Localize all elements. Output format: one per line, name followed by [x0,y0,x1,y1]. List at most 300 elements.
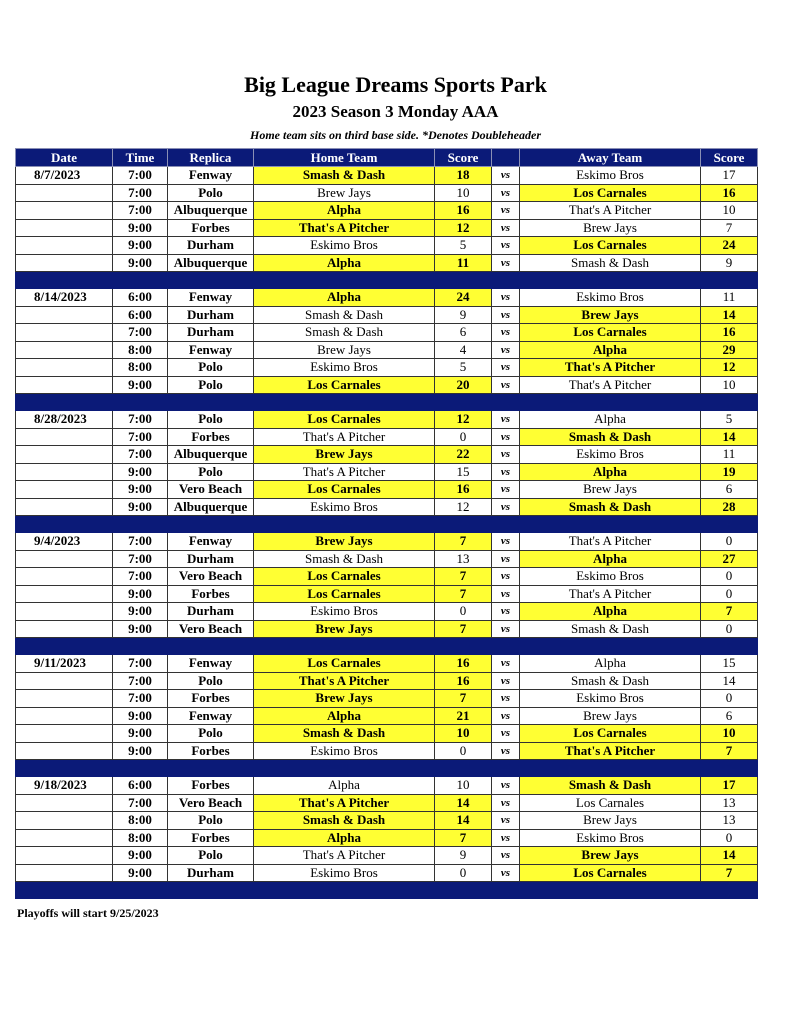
home-team-cell: Smash & Dash [254,324,435,342]
home-score-cell: 16 [435,202,492,220]
date-cell [16,829,113,847]
away-team-cell: Alpha [520,603,701,621]
table-row [16,690,758,708]
vs-cell: vs [492,794,520,812]
field-cell: Albuquerque [168,202,254,220]
time-cell: 7:00 [113,568,168,586]
home-team-cell: Smash & Dash [254,306,435,324]
home-score-cell: 7 [435,829,492,847]
away-team-cell: That's A Pitcher [520,533,701,551]
home-team-cell: Smash & Dash [254,725,435,743]
time-cell: 7:00 [113,411,168,429]
home-score-cell: 10 [435,184,492,202]
home-team-cell: That's A Pitcher [254,794,435,812]
away-team-cell: Alpha [520,550,701,568]
home-team-cell: Alpha [254,254,435,272]
table-row [16,725,758,743]
date-cell [16,498,113,516]
away-score-cell: 11 [701,446,758,464]
away-team-cell: Smash & Dash [520,428,701,446]
vs-cell: vs [492,237,520,255]
vs-cell: vs [492,690,520,708]
away-team-cell: Los Carnales [520,324,701,342]
field-cell: Polo [168,359,254,377]
date-cell [16,359,113,377]
away-team-cell: Los Carnales [520,864,701,882]
time-cell: 7:00 [113,184,168,202]
table-row [16,411,758,429]
date-cell [16,812,113,830]
away-score-cell: 10 [701,376,758,394]
time-cell: 9:00 [113,742,168,760]
time-cell: 9:00 [113,219,168,237]
col-header-replica: Replica [168,149,254,167]
away-team-cell: Brew Jays [520,707,701,725]
vs-cell: vs [492,672,520,690]
away-score-cell: 17 [701,777,758,795]
vs-cell: vs [492,481,520,499]
home-score-cell: 16 [435,481,492,499]
home-score-cell: 9 [435,847,492,865]
field-cell: Durham [168,324,254,342]
home-team-cell: Eskimo Bros [254,864,435,882]
table-row [16,481,758,499]
away-team-cell: Los Carnales [520,237,701,255]
away-score-cell: 14 [701,847,758,865]
table-row [16,167,758,185]
header-row [16,149,758,167]
away-score-cell: 14 [701,428,758,446]
vs-cell: vs [492,289,520,307]
home-team-cell: That's A Pitcher [254,672,435,690]
date-cell: 8/14/2023 [16,289,113,307]
vs-cell: vs [492,533,520,551]
vs-cell: vs [492,707,520,725]
time-cell: 9:00 [113,254,168,272]
time-cell: 7:00 [113,690,168,708]
field-cell: Fenway [168,655,254,673]
week-separator [16,272,758,289]
time-cell: 9:00 [113,481,168,499]
table-row [16,794,758,812]
home-score-cell: 15 [435,463,492,481]
away-score-cell: 5 [701,411,758,429]
away-team-cell: Brew Jays [520,847,701,865]
time-cell: 7:00 [113,672,168,690]
field-cell: Polo [168,184,254,202]
away-team-cell: That's A Pitcher [520,376,701,394]
date-cell [16,568,113,586]
home-score-cell: 22 [435,446,492,464]
week-separator [16,882,758,899]
time-cell: 8:00 [113,812,168,830]
table-row [16,219,758,237]
away-score-cell: 0 [701,829,758,847]
away-team-cell: Los Carnales [520,184,701,202]
field-cell: Polo [168,812,254,830]
time-cell: 7:00 [113,202,168,220]
vs-cell: vs [492,655,520,673]
home-team-cell: Los Carnales [254,376,435,394]
home-team-cell: Alpha [254,202,435,220]
home-team-cell: Los Carnales [254,481,435,499]
away-score-cell: 29 [701,341,758,359]
away-team-cell: That's A Pitcher [520,585,701,603]
home-team-cell: Eskimo Bros [254,237,435,255]
field-cell: Forbes [168,585,254,603]
table-row [16,585,758,603]
away-score-cell: 7 [701,219,758,237]
time-cell: 8:00 [113,341,168,359]
vs-cell: vs [492,550,520,568]
table-row [16,777,758,795]
time-cell: 9:00 [113,603,168,621]
home-team-cell: Brew Jays [254,184,435,202]
home-score-cell: 11 [435,254,492,272]
vs-cell: vs [492,359,520,377]
date-cell [16,202,113,220]
away-score-cell: 0 [701,620,758,638]
table-row [16,829,758,847]
away-score-cell: 16 [701,184,758,202]
time-cell: 7:00 [113,324,168,342]
home-team-cell: Brew Jays [254,533,435,551]
field-cell: Durham [168,864,254,882]
field-cell: Fenway [168,707,254,725]
away-score-cell: 7 [701,742,758,760]
week-separator [16,516,758,533]
away-team-cell: That's A Pitcher [520,742,701,760]
vs-cell: vs [492,254,520,272]
away-score-cell: 10 [701,202,758,220]
field-cell: Fenway [168,167,254,185]
vs-cell: vs [492,184,520,202]
away-score-cell: 19 [701,463,758,481]
vs-cell: vs [492,864,520,882]
field-cell: Polo [168,847,254,865]
away-score-cell: 7 [701,603,758,621]
away-team-cell: Brew Jays [520,812,701,830]
table-row [16,289,758,307]
table-row [16,306,758,324]
away-team-cell: Alpha [520,463,701,481]
table-row [16,202,758,220]
away-score-cell: 11 [701,289,758,307]
date-cell [16,620,113,638]
col-header-vs [492,149,520,167]
date-cell [16,481,113,499]
date-cell [16,603,113,621]
vs-cell: vs [492,847,520,865]
table-row [16,463,758,481]
home-score-cell: 14 [435,812,492,830]
home-score-cell: 7 [435,585,492,603]
field-cell: Albuquerque [168,446,254,464]
field-cell: Polo [168,463,254,481]
field-cell: Vero Beach [168,794,254,812]
away-score-cell: 10 [701,725,758,743]
away-team-cell: Eskimo Bros [520,568,701,586]
away-team-cell: That's A Pitcher [520,202,701,220]
time-cell: 7:00 [113,533,168,551]
date-cell: 8/7/2023 [16,167,113,185]
table-row [16,864,758,882]
home-team-cell: Alpha [254,829,435,847]
time-cell: 9:00 [113,237,168,255]
home-team-cell: Eskimo Bros [254,498,435,516]
table-row [16,237,758,255]
time-cell: 9:00 [113,725,168,743]
home-score-cell: 7 [435,533,492,551]
away-score-cell: 9 [701,254,758,272]
home-score-cell: 21 [435,707,492,725]
field-cell: Forbes [168,690,254,708]
away-team-cell: Eskimo Bros [520,289,701,307]
table-row [16,324,758,342]
vs-cell: vs [492,603,520,621]
date-cell [16,794,113,812]
table-row [16,847,758,865]
field-cell: Albuquerque [168,498,254,516]
vs-cell: vs [492,498,520,516]
home-team-cell: That's A Pitcher [254,847,435,865]
vs-cell: vs [492,568,520,586]
away-team-cell: Alpha [520,411,701,429]
vs-cell: vs [492,725,520,743]
page-subtitle: 2023 Season 3 Monday AAA [292,102,499,121]
home-team-cell: Smash & Dash [254,167,435,185]
home-team-cell: That's A Pitcher [254,463,435,481]
away-team-cell: Alpha [520,341,701,359]
vs-cell: vs [492,742,520,760]
away-team-cell: Eskimo Bros [520,167,701,185]
table-row [16,359,758,377]
date-cell [16,324,113,342]
date-cell [16,376,113,394]
home-score-cell: 0 [435,603,492,621]
away-team-cell: Smash & Dash [520,777,701,795]
away-score-cell: 17 [701,167,758,185]
week-separator [16,760,758,777]
away-score-cell: 13 [701,812,758,830]
home-score-cell: 0 [435,428,492,446]
field-cell: Albuquerque [168,254,254,272]
home-score-cell: 12 [435,219,492,237]
table-row [16,533,758,551]
time-cell: 9:00 [113,847,168,865]
home-score-cell: 6 [435,324,492,342]
time-cell: 7:00 [113,550,168,568]
col-header-time: Time [113,149,168,167]
home-score-cell: 18 [435,167,492,185]
home-team-cell: Eskimo Bros [254,359,435,377]
date-cell [16,847,113,865]
table-row [16,550,758,568]
home-score-cell: 4 [435,341,492,359]
away-score-cell: 6 [701,707,758,725]
away-score-cell: 14 [701,306,758,324]
home-score-cell: 14 [435,794,492,812]
date-cell [16,428,113,446]
date-cell [16,254,113,272]
time-cell: 7:00 [113,167,168,185]
vs-cell: vs [492,829,520,847]
field-cell: Fenway [168,533,254,551]
date-cell [16,585,113,603]
time-cell: 9:00 [113,707,168,725]
field-cell: Polo [168,376,254,394]
away-team-cell: Smash & Dash [520,620,701,638]
schedule-table [15,148,758,899]
vs-cell: vs [492,167,520,185]
away-score-cell: 0 [701,533,758,551]
table-row [16,428,758,446]
field-cell: Fenway [168,341,254,359]
table-row [16,742,758,760]
field-cell: Polo [168,411,254,429]
time-cell: 6:00 [113,289,168,307]
home-team-cell: Alpha [254,289,435,307]
field-cell: Polo [168,672,254,690]
vs-cell: vs [492,306,520,324]
home-score-cell: 20 [435,376,492,394]
home-score-cell: 7 [435,690,492,708]
away-team-cell: Los Carnales [520,794,701,812]
away-score-cell: 0 [701,690,758,708]
home-score-cell: 10 [435,725,492,743]
away-team-cell: Brew Jays [520,481,701,499]
home-score-cell: 16 [435,672,492,690]
home-team-cell: Brew Jays [254,341,435,359]
away-team-cell: Eskimo Bros [520,690,701,708]
date-cell: 9/4/2023 [16,533,113,551]
table-row [16,446,758,464]
time-cell: 6:00 [113,777,168,795]
time-cell: 9:00 [113,463,168,481]
away-team-cell: That's A Pitcher [520,359,701,377]
away-team-cell: Smash & Dash [520,672,701,690]
home-team-cell: Alpha [254,707,435,725]
vs-cell: vs [492,202,520,220]
date-cell [16,742,113,760]
home-team-cell: Los Carnales [254,568,435,586]
home-team-cell: That's A Pitcher [254,219,435,237]
away-score-cell: 27 [701,550,758,568]
week-separator [16,394,758,411]
away-score-cell: 24 [701,237,758,255]
time-cell: 6:00 [113,306,168,324]
field-cell: Forbes [168,428,254,446]
table-row [16,376,758,394]
field-cell: Durham [168,306,254,324]
vs-cell: vs [492,446,520,464]
field-cell: Forbes [168,742,254,760]
table-row [16,341,758,359]
date-cell [16,864,113,882]
away-team-cell: Brew Jays [520,219,701,237]
home-score-cell: 0 [435,742,492,760]
date-cell [16,306,113,324]
date-cell [16,237,113,255]
field-cell: Vero Beach [168,620,254,638]
home-score-cell: 0 [435,864,492,882]
home-score-cell: 9 [435,306,492,324]
home-team-cell: Brew Jays [254,446,435,464]
time-cell: 9:00 [113,376,168,394]
away-score-cell: 0 [701,568,758,586]
vs-cell: vs [492,585,520,603]
date-cell [16,725,113,743]
time-cell: 9:00 [113,620,168,638]
time-cell: 7:00 [113,794,168,812]
date-cell [16,550,113,568]
field-cell: Vero Beach [168,568,254,586]
date-cell [16,219,113,237]
vs-cell: vs [492,324,520,342]
field-cell: Durham [168,603,254,621]
away-score-cell: 0 [701,585,758,603]
table-row [16,254,758,272]
home-team-cell: Brew Jays [254,690,435,708]
home-score-cell: 16 [435,655,492,673]
home-score-cell: 5 [435,237,492,255]
field-cell: Forbes [168,777,254,795]
table-row [16,603,758,621]
date-cell [16,690,113,708]
away-team-cell: Los Carnales [520,725,701,743]
away-score-cell: 28 [701,498,758,516]
vs-cell: vs [492,777,520,795]
home-score-cell: 7 [435,620,492,638]
table-row [16,498,758,516]
vs-cell: vs [492,428,520,446]
col-header-home-team: Home Team [254,149,435,167]
date-cell [16,707,113,725]
home-team-cell: Alpha [254,777,435,795]
away-score-cell: 12 [701,359,758,377]
home-score-cell: 7 [435,568,492,586]
table-row [16,184,758,202]
home-team-cell: Eskimo Bros [254,742,435,760]
field-cell: Fenway [168,289,254,307]
vs-cell: vs [492,376,520,394]
home-team-cell: Brew Jays [254,620,435,638]
home-score-cell: 13 [435,550,492,568]
home-score-cell: 12 [435,411,492,429]
home-team-cell: Smash & Dash [254,812,435,830]
field-cell: Vero Beach [168,481,254,499]
time-cell: 8:00 [113,359,168,377]
away-team-cell: Eskimo Bros [520,829,701,847]
away-score-cell: 13 [701,794,758,812]
date-cell: 8/28/2023 [16,411,113,429]
col-header-away-team: Away Team [520,149,701,167]
page-title: Big League Dreams Sports Park [244,72,547,97]
table-row [16,707,758,725]
table-row [16,620,758,638]
field-cell: Forbes [168,829,254,847]
away-team-cell: Smash & Dash [520,498,701,516]
table-row [16,672,758,690]
vs-cell: vs [492,411,520,429]
home-team-cell: Eskimo Bros [254,603,435,621]
field-cell: Durham [168,237,254,255]
away-score-cell: 16 [701,324,758,342]
date-cell [16,341,113,359]
field-cell: Polo [168,725,254,743]
field-cell: Durham [168,550,254,568]
table-row [16,655,758,673]
